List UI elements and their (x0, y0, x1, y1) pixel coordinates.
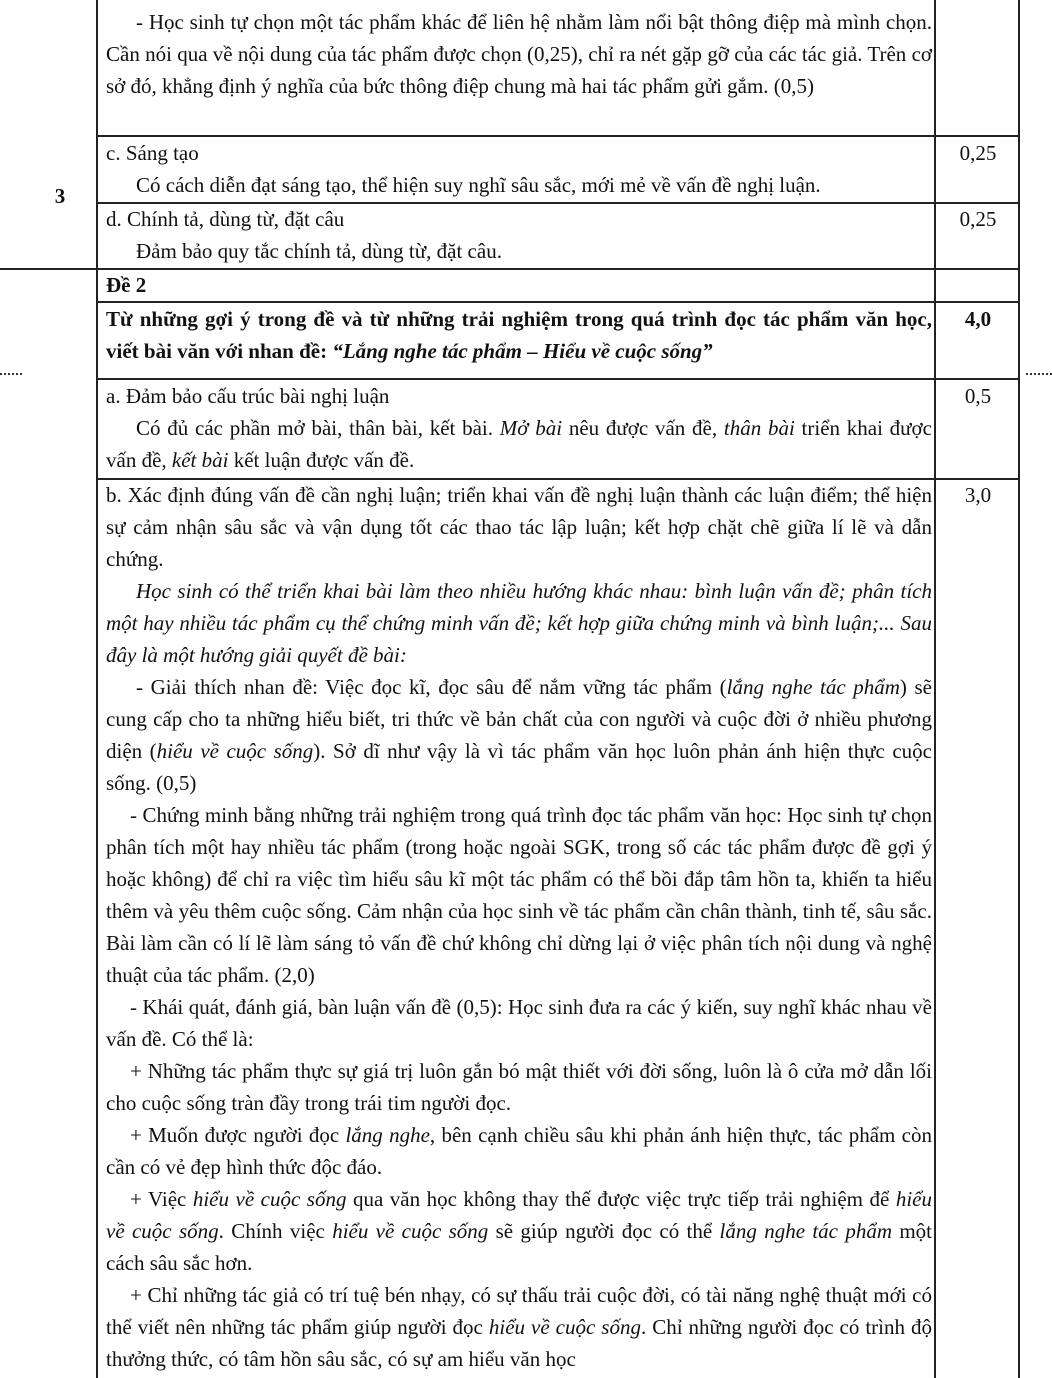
related-work-block (106, 6, 932, 102)
section-b-point-1: + Những tác phẩm thực sự giá trị luôn gắn bó mật thiết với đời sống, luôn là ô cửa mở dẫn lối cho cuộc sống tràn đầy trong trái tim người đọc. (106, 1059, 932, 1115)
de2-label: Đề 2 (106, 273, 147, 297)
section-a-desc: Có đủ các phần mở bài, thân bài, kết bài. Mở bài nêu được vấn đề, thân bài triển khai được vấn đề, kết bài kết luận được vấn đề. (106, 416, 932, 472)
section-a-score: 0,5 (964, 384, 992, 408)
criteria-c-score: 0,25 (959, 141, 997, 165)
criteria-c-desc: Có cách diễn đạt sáng tạo, thể hiện suy nghĩ sâu sắc, mới mẻ về vấn đề nghị luận. (136, 173, 821, 197)
section-a-title: a. Đảm bảo cấu trúc bài nghị luận (106, 384, 390, 408)
criteria-c (106, 137, 932, 201)
table-border-right (1018, 0, 1020, 1378)
dotted-marker-left (0, 373, 22, 375)
criteria-c-title: c. Sáng tạo (106, 141, 199, 165)
section-b-point-3: + Việc hiểu về cuộc sống qua văn học không thay thế được việc trực tiếp trải nghiệm để hiểu về cuộc sống. Chính việc hiểu về cuộc sống sẽ giúp người đọc có thể lắng nghe tác phẩm một cách sâu sắc hơn. (106, 1187, 932, 1275)
de2-essay-title: “Lắng nghe tác phẩm – Hiểu về cuộc sống” (332, 339, 713, 363)
question-number: 3 (54, 184, 66, 208)
section-b (106, 479, 932, 1375)
de2-prompt-text: Từ những gợi ý trong đề và từ những trải nghiệm trong quá trình đọc tác phẩm văn học, viết bài văn với nhan đề: (106, 307, 932, 363)
related-work-text: - Học sinh tự chọn một tác phẩm khác để liên hệ nhằm làm nổi bật thông điệp mà mình chọn. Cần nói qua về nội dung của tác phẩm được chọn (0,25), chỉ ra nét gặp gỡ của các tác giả. Trên cơ sở đó, khẳng định ý nghĩa của bức thông điệp chung mà hai tác phẩm gửi gắm. (0,5) (106, 10, 932, 98)
section-b-point-2: + Muốn được người đọc lắng nghe, bên cạnh chiều sâu khi phản ánh hiện thực, tác phẩm còn cần có vẻ đẹp hình thức độc đáo. (106, 1123, 933, 1179)
section-b-title: b. Xác định đúng vấn đề cần nghị luận; triển khai vấn đề nghị luận thành các luận điểm; thể hiện sự cảm nhận sâu sắc và vận dụng tốt các thao tác lập luận; kết hợp chặt chẽ giữa lí lẽ và dẫn chứng. (106, 483, 932, 571)
criteria-d-desc: Đảm bảo quy tắc chính tả, dùng từ, đặt câu. (136, 239, 502, 263)
criteria-d-title: d. Chính tả, dùng từ, đặt câu (106, 207, 345, 231)
section-a (106, 380, 932, 476)
table-border-middle (934, 0, 936, 1378)
section-b-score: 3,0 (964, 483, 992, 507)
de2-score: 4,0 (964, 307, 992, 331)
section-b-general: - Khái quát, đánh giá, bàn luận vấn đề (0,5): Học sinh đưa ra các ý kiến, suy nghĩ khác nhau về vấn đề. Có thể là: (106, 995, 932, 1051)
dotted-marker-right (1026, 373, 1052, 375)
de2-prompt (106, 303, 932, 367)
section-b-explain: - Giải thích nhan đề: Việc đọc kĩ, đọc sâu để nắm vững tác phẩm (lắng nghe tác phẩm) sẽ cung cấp cho ta những hiểu biết, tri thức về bản chất của con người và cuộc đời ở nhiều phương diện (hiểu về cuộc sống). Sở dĩ như vậy là vì tác phẩm văn học luôn phản ánh hiện thực cuộc sống. (0,5) (106, 675, 932, 795)
section-b-intro: Học sinh có thể triển khai bài làm theo nhiều hướng khác nhau: bình luận vấn đề; phân tích một hay nhiều tác phẩm cụ thể chứng minh vấn đề; kết hợp giữa chứng minh và bình luận;... Sau đây là một hướng giải quyết đề bài: (106, 579, 932, 667)
table-border-left (96, 0, 98, 1378)
section-b-point-4: + Chỉ những tác giả có trí tuệ bén nhạy, có sự thấu trải cuộc đời, có tài năng nghệ thuật mới có thể viết nên những tác phẩm giúp người đọc hiểu về cuộc sống. Chỉ những người đọc có trình độ thưởng thức, có tâm hồn sâu sắc, có sự am hiểu văn học (106, 1283, 932, 1371)
criteria-d-score: 0,25 (959, 207, 997, 231)
criteria-d (106, 203, 932, 267)
section-b-prove: - Chứng minh bằng những trải nghiệm trong quá trình đọc tác phẩm văn học: Học sinh tự chọn phân tích một hay nhiều tác phẩm (trong hoặc ngoài SGK, trong số các tác phẩm được đề gợi ý hoặc không) để chỉ ra việc tìm hiểu sâu kĩ một tác phẩm có thể bồi đắp tâm hồn ta, khiến ta hiểu thêm và yêu thêm cuộc sống. Cảm nhận của học sinh về tác phẩm cần chân thành, tinh tế, sâu sắc. Bài làm cần có lí lẽ làm sáng tỏ vấn đề chứ không chỉ dừng lại ở việc phân tích nội dung và nghệ thuật của tác phẩm. (2,0) (106, 803, 932, 987)
